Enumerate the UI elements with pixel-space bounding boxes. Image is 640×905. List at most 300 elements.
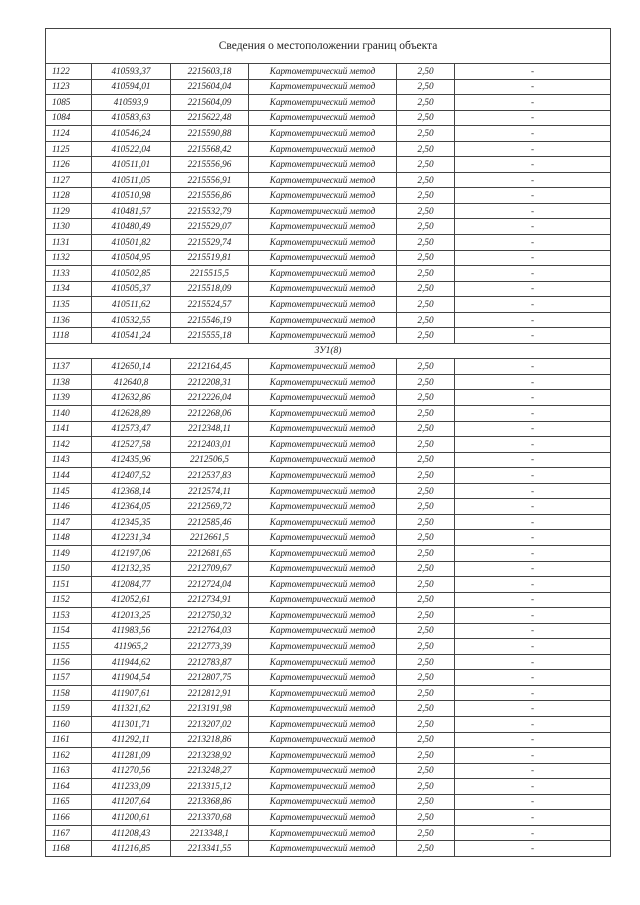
method-cell: Картометрический метод [249,452,397,468]
table-row [46,499,611,515]
accuracy-cell: 2,50 [397,468,455,484]
method-cell: Картометрический метод [249,79,397,95]
description-cell: - [455,64,611,80]
description-cell: - [455,639,611,655]
accuracy-cell: 2,50 [397,359,455,375]
accuracy-cell: 2,50 [397,779,455,795]
table-row [46,328,611,344]
x-coordinate-cell: 411904,54 [92,670,171,686]
method-cell: Картометрический метод [249,219,397,235]
accuracy-cell: 2,50 [397,825,455,841]
table-row [46,374,611,390]
description-cell: - [455,654,611,670]
x-coordinate-cell: 410501,82 [92,235,171,251]
accuracy-cell: 2,50 [397,561,455,577]
x-coordinate-cell: 411301,71 [92,716,171,732]
x-coordinate-cell: 411233,09 [92,779,171,795]
y-coordinate-cell: 2212268,06 [171,406,249,422]
table-row [46,452,611,468]
table-row [46,685,611,701]
accuracy-cell: 2,50 [397,577,455,593]
accuracy-cell: 2,50 [397,297,455,313]
x-coordinate-cell: 412628,89 [92,406,171,422]
method-cell: Картометрический метод [249,235,397,251]
description-cell: - [455,514,611,530]
table-row [46,794,611,810]
table-title: Сведения о местоположении границ объекта [46,29,611,64]
description-cell: - [455,530,611,546]
point-number-cell: 1134 [46,281,92,297]
point-number-cell: 1161 [46,732,92,748]
method-cell: Картометрический метод [249,126,397,142]
description-cell: - [455,701,611,717]
description-cell: - [455,716,611,732]
method-cell: Картометрический метод [249,732,397,748]
accuracy-cell: 2,50 [397,810,455,826]
description-cell: - [455,437,611,453]
x-coordinate-cell: 411907,61 [92,685,171,701]
table-row [46,312,611,328]
description-cell: - [455,452,611,468]
table-row [46,623,611,639]
table-row [46,639,611,655]
x-coordinate-cell: 410594,01 [92,79,171,95]
description-cell: - [455,732,611,748]
method-cell: Картометрический метод [249,157,397,173]
point-number-cell: 1128 [46,188,92,204]
method-cell: Картометрический метод [249,64,397,80]
method-cell: Картометрический метод [249,297,397,313]
method-cell: Картометрический метод [249,623,397,639]
y-coordinate-cell: 2215622,48 [171,110,249,126]
table-row [46,203,611,219]
table-row [46,219,611,235]
accuracy-cell: 2,50 [397,95,455,111]
x-coordinate-cell: 410522,04 [92,141,171,157]
point-number-cell: 1130 [46,219,92,235]
point-number-cell: 1157 [46,670,92,686]
x-coordinate-cell: 410593,37 [92,64,171,80]
accuracy-cell: 2,50 [397,701,455,717]
y-coordinate-cell: 2215555,18 [171,328,249,344]
description-cell: - [455,406,611,422]
y-coordinate-cell: 2212750,32 [171,608,249,624]
description-cell: - [455,794,611,810]
point-number-cell: 1149 [46,545,92,561]
x-coordinate-cell: 410480,49 [92,219,171,235]
point-number-cell: 1124 [46,126,92,142]
accuracy-cell: 2,50 [397,763,455,779]
point-number-cell: 1146 [46,499,92,515]
accuracy-cell: 2,50 [397,281,455,297]
method-cell: Картометрический метод [249,639,397,655]
point-number-cell: 1143 [46,452,92,468]
boundary-coordinates-table [45,28,611,857]
description-cell: - [455,95,611,111]
point-number-cell: 1165 [46,794,92,810]
x-coordinate-cell: 412345,35 [92,514,171,530]
table-row [46,359,611,375]
description-cell: - [455,748,611,764]
x-coordinate-cell: 410546,24 [92,126,171,142]
y-coordinate-cell: 2213370,68 [171,810,249,826]
method-cell: Картометрический метод [249,670,397,686]
point-number-cell: 1136 [46,312,92,328]
description-cell: - [455,203,611,219]
y-coordinate-cell: 2213348,1 [171,825,249,841]
description-cell: - [455,79,611,95]
y-coordinate-cell: 2212208,31 [171,374,249,390]
table-row [46,701,611,717]
accuracy-cell: 2,50 [397,141,455,157]
table-row [46,654,611,670]
x-coordinate-cell: 411216,85 [92,841,171,857]
method-cell: Картометрический метод [249,483,397,499]
accuracy-cell: 2,50 [397,79,455,95]
point-number-cell: 1123 [46,79,92,95]
y-coordinate-cell: 2212773,39 [171,639,249,655]
point-number-cell: 1148 [46,530,92,546]
method-cell: Картометрический метод [249,701,397,717]
x-coordinate-cell: 412368,14 [92,483,171,499]
accuracy-cell: 2,50 [397,841,455,857]
description-cell: - [455,763,611,779]
method-cell: Картометрический метод [249,685,397,701]
description-cell: - [455,483,611,499]
description-cell: - [455,281,611,297]
description-cell: - [455,608,611,624]
y-coordinate-cell: 2212764,03 [171,623,249,639]
table-row [46,514,611,530]
x-coordinate-cell: 410504,95 [92,250,171,266]
table-row [46,763,611,779]
accuracy-cell: 2,50 [397,670,455,686]
accuracy-cell: 2,50 [397,110,455,126]
accuracy-cell: 2,50 [397,748,455,764]
y-coordinate-cell: 2212585,46 [171,514,249,530]
y-coordinate-cell: 2215556,96 [171,157,249,173]
table-row [46,716,611,732]
method-cell: Картометрический метод [249,141,397,157]
method-cell: Картометрический метод [249,561,397,577]
method-cell: Картометрический метод [249,421,397,437]
accuracy-cell: 2,50 [397,623,455,639]
accuracy-cell: 2,50 [397,157,455,173]
accuracy-cell: 2,50 [397,328,455,344]
x-coordinate-cell: 410481,57 [92,203,171,219]
description-cell: - [455,374,611,390]
y-coordinate-cell: 2215524,57 [171,297,249,313]
method-cell: Картометрический метод [249,110,397,126]
accuracy-cell: 2,50 [397,437,455,453]
point-number-cell: 1152 [46,592,92,608]
description-cell: - [455,359,611,375]
point-number-cell: 1154 [46,623,92,639]
y-coordinate-cell: 2212681,65 [171,545,249,561]
table-row [46,437,611,453]
method-cell: Картометрический метод [249,577,397,593]
point-number-cell: 1118 [46,328,92,344]
description-cell: - [455,577,611,593]
y-coordinate-cell: 2215546,19 [171,312,249,328]
description-cell: - [455,157,611,173]
point-number-cell: 1151 [46,577,92,593]
y-coordinate-cell: 2215568,42 [171,141,249,157]
y-coordinate-cell: 2213191,98 [171,701,249,717]
description-cell: - [455,685,611,701]
accuracy-cell: 2,50 [397,499,455,515]
table-row [46,670,611,686]
description-cell: - [455,623,611,639]
accuracy-cell: 2,50 [397,219,455,235]
x-coordinate-cell: 412640,8 [92,374,171,390]
method-cell: Картометрический метод [249,266,397,282]
table-row [46,810,611,826]
table-row [46,250,611,266]
table-row [46,483,611,499]
table-row [46,110,611,126]
table-row [46,266,611,282]
point-number-cell: 1141 [46,421,92,437]
accuracy-cell: 2,50 [397,530,455,546]
description-cell: - [455,421,611,437]
point-number-cell: 1127 [46,172,92,188]
point-number-cell: 1167 [46,825,92,841]
table-body-part-1 [46,64,611,344]
description-cell: - [455,561,611,577]
table-row [46,421,611,437]
x-coordinate-cell: 412132,35 [92,561,171,577]
accuracy-cell: 2,50 [397,421,455,437]
table-row [46,157,611,173]
point-number-cell: 1125 [46,141,92,157]
method-cell: Картометрический метод [249,203,397,219]
table-row [46,64,611,80]
method-cell: Картометрический метод [249,763,397,779]
x-coordinate-cell: 410502,85 [92,266,171,282]
method-cell: Картометрический метод [249,312,397,328]
y-coordinate-cell: 2215515,5 [171,266,249,282]
method-cell: Картометрический метод [249,545,397,561]
point-number-cell: 1166 [46,810,92,826]
y-coordinate-cell: 2215603,18 [171,64,249,80]
description-cell: - [455,328,611,344]
point-number-cell: 1139 [46,390,92,406]
x-coordinate-cell: 410583,63 [92,110,171,126]
x-coordinate-cell: 410510,98 [92,188,171,204]
table-row [46,530,611,546]
accuracy-cell: 2,50 [397,545,455,561]
point-number-cell: 1155 [46,639,92,655]
description-cell: - [455,779,611,795]
table-row [46,841,611,857]
accuracy-cell: 2,50 [397,312,455,328]
table-row [46,406,611,422]
x-coordinate-cell: 412197,06 [92,545,171,561]
x-coordinate-cell: 411281,09 [92,748,171,764]
point-number-cell: 1156 [46,654,92,670]
y-coordinate-cell: 2212807,75 [171,670,249,686]
x-coordinate-cell: 412632,86 [92,390,171,406]
x-coordinate-cell: 410505,37 [92,281,171,297]
method-cell: Картометрический метод [249,779,397,795]
section-row [46,343,611,359]
x-coordinate-cell: 410532,55 [92,312,171,328]
y-coordinate-cell: 2215556,86 [171,188,249,204]
section-label: ЗУ1(8) [46,343,611,359]
method-cell: Картометрический метод [249,172,397,188]
accuracy-cell: 2,50 [397,608,455,624]
point-number-cell: 1163 [46,763,92,779]
y-coordinate-cell: 2215518,09 [171,281,249,297]
y-coordinate-cell: 2212724,04 [171,577,249,593]
accuracy-cell: 2,50 [397,639,455,655]
x-coordinate-cell: 411207,64 [92,794,171,810]
accuracy-cell: 2,50 [397,794,455,810]
method-cell: Картометрический метод [249,499,397,515]
point-number-cell: 1084 [46,110,92,126]
point-number-cell: 1168 [46,841,92,857]
table-row [46,390,611,406]
accuracy-cell: 2,50 [397,266,455,282]
y-coordinate-cell: 2212506,5 [171,452,249,468]
y-coordinate-cell: 2215529,74 [171,235,249,251]
table-body-part-2 [46,359,611,857]
accuracy-cell: 2,50 [397,716,455,732]
method-cell: Картометрический метод [249,794,397,810]
description-cell: - [455,266,611,282]
table-row [46,79,611,95]
method-cell: Картометрический метод [249,437,397,453]
method-cell: Картометрический метод [249,390,397,406]
description-cell: - [455,172,611,188]
description-cell: - [455,825,611,841]
x-coordinate-cell: 411292,11 [92,732,171,748]
y-coordinate-cell: 2215529,07 [171,219,249,235]
method-cell: Картометрический метод [249,374,397,390]
description-cell: - [455,110,611,126]
x-coordinate-cell: 411983,56 [92,623,171,639]
method-cell: Картометрический метод [249,592,397,608]
y-coordinate-cell: 2212661,5 [171,530,249,546]
method-cell: Картометрический метод [249,250,397,266]
x-coordinate-cell: 411965,2 [92,639,171,655]
description-cell: - [455,126,611,142]
point-number-cell: 1150 [46,561,92,577]
y-coordinate-cell: 2215604,04 [171,79,249,95]
y-coordinate-cell: 2213315,12 [171,779,249,795]
x-coordinate-cell: 412013,25 [92,608,171,624]
accuracy-cell: 2,50 [397,126,455,142]
y-coordinate-cell: 2212403,01 [171,437,249,453]
x-coordinate-cell: 411208,43 [92,825,171,841]
y-coordinate-cell: 2212812,91 [171,685,249,701]
description-cell: - [455,141,611,157]
point-number-cell: 1085 [46,95,92,111]
method-cell: Картометрический метод [249,810,397,826]
table-row [46,235,611,251]
description-cell: - [455,810,611,826]
table-row [46,172,611,188]
y-coordinate-cell: 2215604,09 [171,95,249,111]
method-cell: Картометрический метод [249,654,397,670]
y-coordinate-cell: 2212574,11 [171,483,249,499]
table-row [46,545,611,561]
x-coordinate-cell: 410511,05 [92,172,171,188]
x-coordinate-cell: 410511,62 [92,297,171,313]
description-cell: - [455,219,611,235]
point-number-cell: 1132 [46,250,92,266]
y-coordinate-cell: 2212537,83 [171,468,249,484]
point-number-cell: 1140 [46,406,92,422]
y-coordinate-cell: 2213368,86 [171,794,249,810]
y-coordinate-cell: 2212569,72 [171,499,249,515]
description-cell: - [455,250,611,266]
document-page [45,28,610,857]
x-coordinate-cell: 411944,62 [92,654,171,670]
table-row [46,126,611,142]
description-cell: - [455,297,611,313]
accuracy-cell: 2,50 [397,406,455,422]
x-coordinate-cell: 412364,05 [92,499,171,515]
accuracy-cell: 2,50 [397,172,455,188]
x-coordinate-cell: 410541,24 [92,328,171,344]
method-cell: Картометрический метод [249,328,397,344]
section-row-group [46,343,611,359]
point-number-cell: 1144 [46,468,92,484]
y-coordinate-cell: 2213218,86 [171,732,249,748]
y-coordinate-cell: 2215519,81 [171,250,249,266]
accuracy-cell: 2,50 [397,374,455,390]
x-coordinate-cell: 412435,96 [92,452,171,468]
accuracy-cell: 2,50 [397,390,455,406]
point-number-cell: 1126 [46,157,92,173]
y-coordinate-cell: 2213248,27 [171,763,249,779]
table-row [46,95,611,111]
point-number-cell: 1131 [46,235,92,251]
description-cell: - [455,312,611,328]
point-number-cell: 1147 [46,514,92,530]
point-number-cell: 1162 [46,748,92,764]
x-coordinate-cell: 410593,9 [92,95,171,111]
table-row [46,608,611,624]
table-row [46,281,611,297]
description-cell: - [455,235,611,251]
table-row [46,297,611,313]
method-cell: Картометрический метод [249,468,397,484]
table-row [46,188,611,204]
description-cell: - [455,545,611,561]
table-row [46,561,611,577]
x-coordinate-cell: 412084,77 [92,577,171,593]
description-cell: - [455,670,611,686]
description-cell: - [455,390,611,406]
point-number-cell: 1142 [46,437,92,453]
y-coordinate-cell: 2212226,04 [171,390,249,406]
description-cell: - [455,188,611,204]
x-coordinate-cell: 412407,52 [92,468,171,484]
y-coordinate-cell: 2212734,91 [171,592,249,608]
x-coordinate-cell: 412573,47 [92,421,171,437]
point-number-cell: 1160 [46,716,92,732]
x-coordinate-cell: 411200,61 [92,810,171,826]
table-row [46,825,611,841]
description-cell: - [455,499,611,515]
method-cell: Картометрический метод [249,188,397,204]
point-number-cell: 1133 [46,266,92,282]
x-coordinate-cell: 412650,14 [92,359,171,375]
description-cell: - [455,841,611,857]
